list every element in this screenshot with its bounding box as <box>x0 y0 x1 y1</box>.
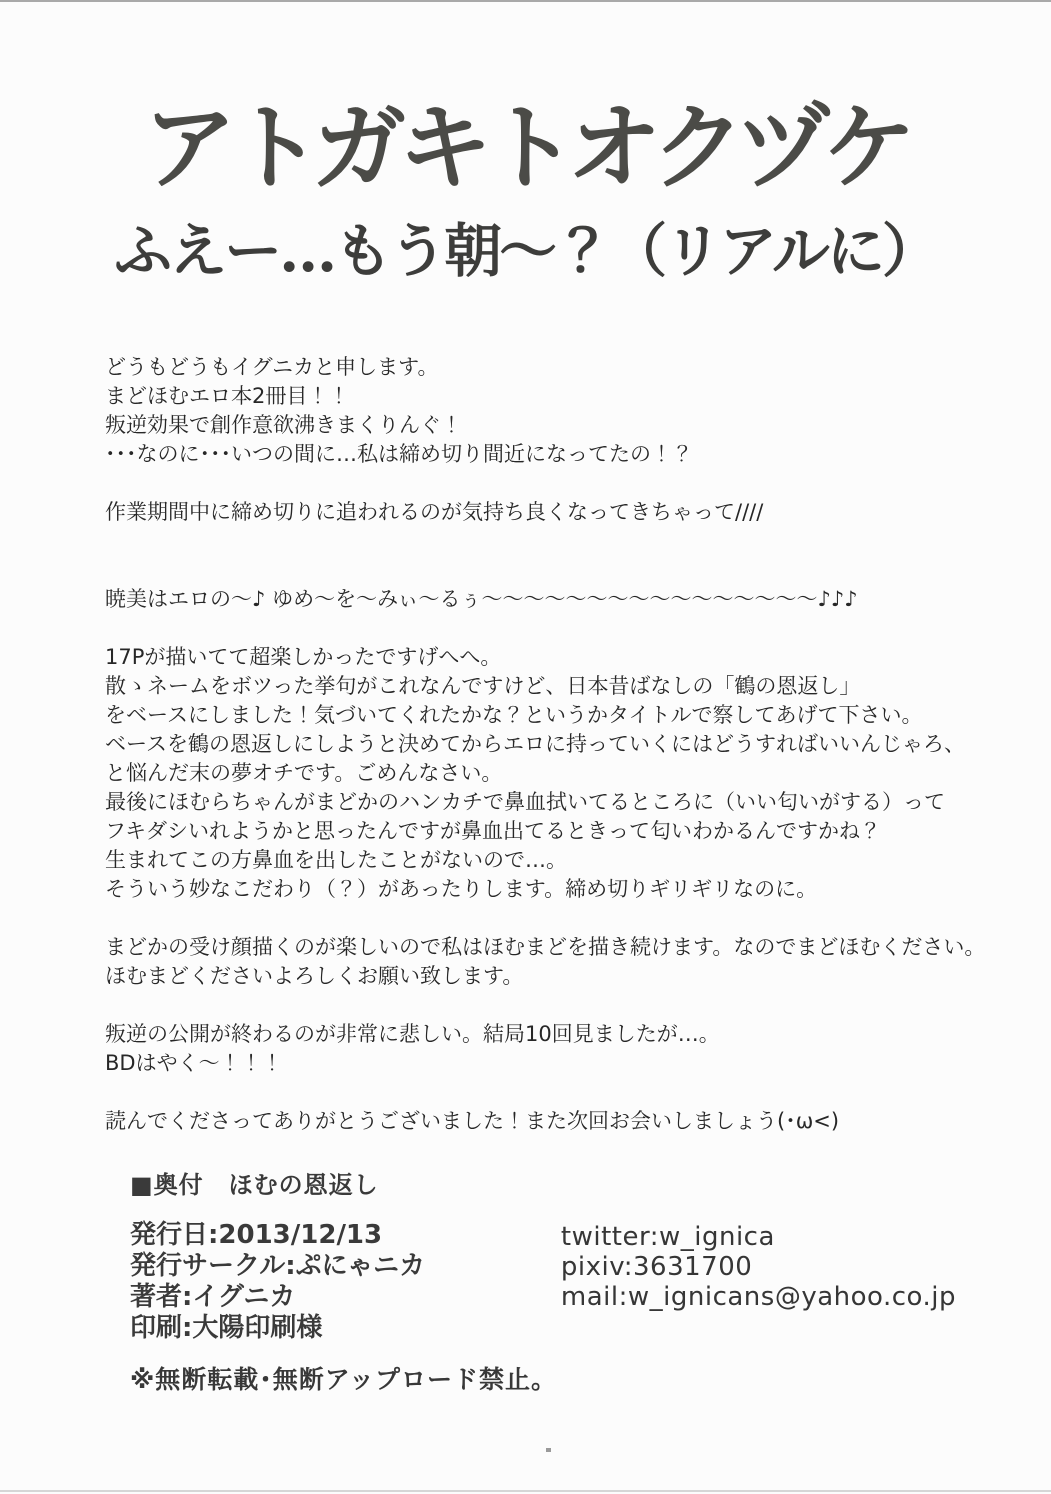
text-line: 叛逆効果で創作意欲沸きまくりんぐ！ <box>105 412 462 437</box>
colophon-heading: ■奥付 ほむの恩返し <box>130 1170 379 1199</box>
text-line: 最後にほむらちゃんがまどかのハンカチで鼻血拭いてるところに（いい匂いがする）って <box>105 789 945 814</box>
scan-speck <box>546 1448 551 1452</box>
contact-mail: mail:w_ignicans@yahoo.co.jp <box>560 1281 956 1312</box>
publication-circle: 発行サークル:ぷにゃニカ <box>130 1250 426 1281</box>
page-subtitle: ふえー…もう朝～？（リアルに） <box>114 217 937 286</box>
publication-date: 発行日:2013/12/13 <box>130 1219 383 1250</box>
page-title: アトガキトオクヅケ <box>142 94 909 203</box>
text-line: BDはやく～！！！ <box>105 1050 283 1075</box>
publication-author: 著者:イグニカ <box>130 1281 296 1312</box>
text-line: 散ゝネームをボツった挙句がこれなんですけど、日本昔ばなしの「鶴の恩返し」 <box>105 673 861 698</box>
text-line: ベースを鶴の恩返しにしようと決めてからエロに持っていくにはどうすればいいんじゃろ、 <box>105 731 965 756</box>
text-line: ほむまどくださいよろしくお願い致します。 <box>105 963 524 988</box>
text-line: 読んでくださってありがとうございました！また次回お会いしましょう(･ω<) <box>105 1108 840 1133</box>
text-line: ･･･なのに･･･いつの間に…私は締め切り間近になってたの！？ <box>105 441 693 466</box>
publication-info <box>130 1220 561 1344</box>
colophon <box>0 1165 1051 1396</box>
publication-printer: 印刷:大陽印刷様 <box>130 1312 323 1343</box>
paragraph-movie <box>105 1020 1021 1078</box>
contact-pixiv: pixiv:3631700 <box>560 1251 753 1282</box>
text-line: 叛逆の公開が終わるのが非常に悲しい。結局10回見ましたが…。 <box>105 1021 720 1046</box>
paragraph-deadline <box>105 498 1021 527</box>
text-line: をベースにしました！気づいてくれたかな？というかタイトルで察してあげて下さい。 <box>105 702 923 727</box>
paragraph-production-notes <box>105 643 1021 904</box>
contact-info <box>561 1220 956 1344</box>
scan-edge-top <box>0 0 1051 2</box>
text-line: と悩んだ末の夢オチです。ごめんなさい。 <box>105 760 503 785</box>
paragraph-intro <box>105 353 1021 469</box>
text-line: まどほむエロ本2冊目！！ <box>105 383 350 408</box>
text-line: 暁美はエロの～♪ ゆめ～を～みぃ～るぅ～～～～～～～～～～～～～～～～♪♪♪ <box>105 586 858 611</box>
colophon-columns <box>130 1220 956 1344</box>
text-line: まどかの受け顔描くのが楽しいので私はほむまどを描き続けます。なのでまどほむください。 <box>105 934 986 959</box>
text-line: どうもどうもイグニカと申します。 <box>105 354 439 379</box>
reprint-prohibition-notice: ※無断転載･無断アップロード禁止。 <box>130 1364 558 1394</box>
afterword-body <box>0 353 1051 1136</box>
paragraph-song <box>105 585 1021 614</box>
text-line: 作業期間中に締め切りに追われるのが気持ち良くなってきちゃって//// <box>105 499 764 524</box>
text-line: そういう妙なこだわり（？）があったりします。締め切りギリギリなのに。 <box>105 876 818 901</box>
paragraph-homumado <box>105 933 1021 991</box>
text-line: 生まれてこの方鼻血を出したことがないので…。 <box>105 847 567 872</box>
text-line: フキダシいれようかと思ったんですが鼻血出てるときって匂いわかるんですかね？ <box>105 818 881 843</box>
text-line: 17Pが描いてて超楽しかったですげへへ。 <box>105 644 502 669</box>
paragraph-thanks <box>105 1107 1021 1136</box>
scan-edge-bottom <box>0 1490 1051 1492</box>
contact-twitter: twitter:w_ignica <box>560 1221 775 1252</box>
